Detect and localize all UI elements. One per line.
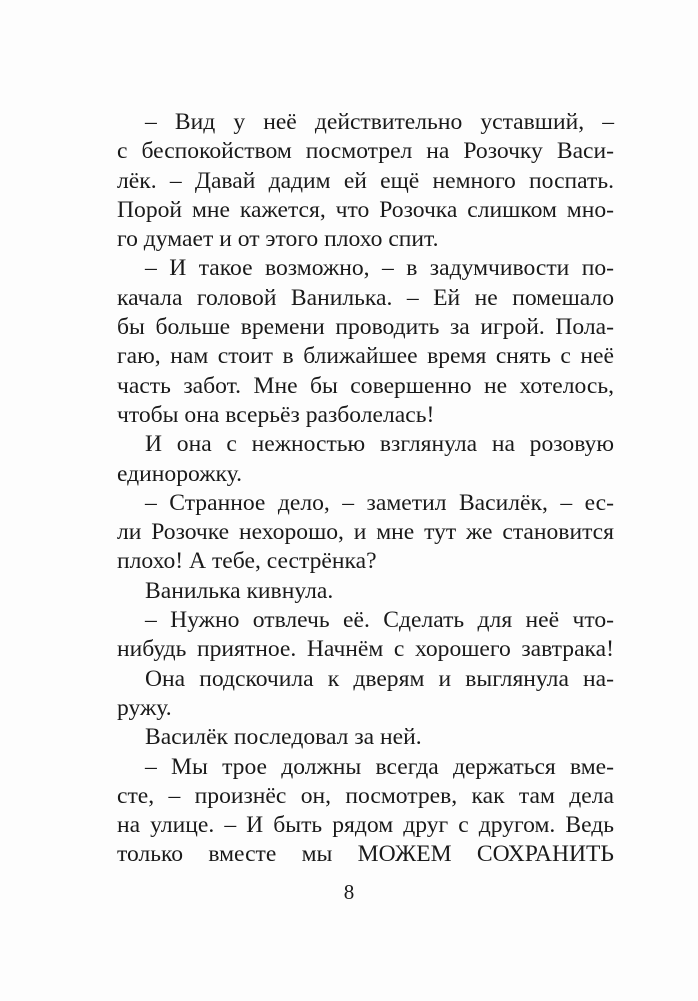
text-line: на улице. – И быть рядом друг с другом. Ведь bbox=[117, 812, 614, 839]
text-line: Порой мне кажется, что Розочка слишком мно- bbox=[117, 196, 614, 223]
text-line: нибудь приятное. Начнём с хорошего завтрака! bbox=[117, 636, 614, 663]
text-line: го думает и от этого плохо спит. bbox=[117, 226, 439, 253]
text-line: – Вид у неё действительно уставший, – bbox=[145, 109, 614, 135]
text-line: часть забот. Мне бы совершенно не хотелось, bbox=[117, 372, 614, 399]
text-line: сте, – произнёс он, посмотрев, как там дела bbox=[117, 782, 614, 809]
text-line: с беспокойством посмотрел на Розочку Васи- bbox=[117, 138, 614, 165]
text-line: качала головой Ванилька. – Ей не помешало bbox=[117, 284, 614, 311]
body-text bbox=[117, 108, 614, 870]
text-line: бы больше времени проводить за игрой. Пола- bbox=[117, 314, 614, 341]
text-line: – Нужно отвлечь её. Сделать для неё что- bbox=[145, 607, 614, 634]
text-line: единорожку. bbox=[117, 460, 242, 487]
text-line: ружу. bbox=[117, 694, 172, 721]
text-line: только вместе мы МОЖЕМ СОХРАНИТЬ bbox=[117, 841, 614, 868]
text-line: Она подскочила к дверям и выглянула на- bbox=[145, 665, 614, 692]
text-line: плохо! А тебе, сестрёнка? bbox=[117, 548, 377, 575]
text-line: И она с нежностью взглянула на розовую bbox=[145, 431, 614, 458]
text-line: – Странное дело, – заметил Василёк, – ес- bbox=[145, 489, 614, 516]
text-line: Василёк последовал за ней. bbox=[145, 724, 422, 751]
text-line: – Мы трое должны всегда держаться вме- bbox=[145, 753, 614, 780]
text-line: гаю, нам стоит в ближайшее время снять с неё bbox=[117, 343, 614, 370]
text-line: – И такое возможно, – в задумчивости по- bbox=[145, 255, 614, 282]
text-line: лёк. – Давай дадим ей ещё немного поспать. bbox=[117, 167, 614, 194]
page-number: 8 bbox=[343, 880, 355, 904]
text-line: Ванилька кивнула. bbox=[145, 577, 334, 604]
text-line: ли Розочке нехорошо, и мне тут же становится bbox=[117, 519, 614, 546]
text-line: чтобы она всерьёз разболелась! bbox=[117, 401, 435, 428]
